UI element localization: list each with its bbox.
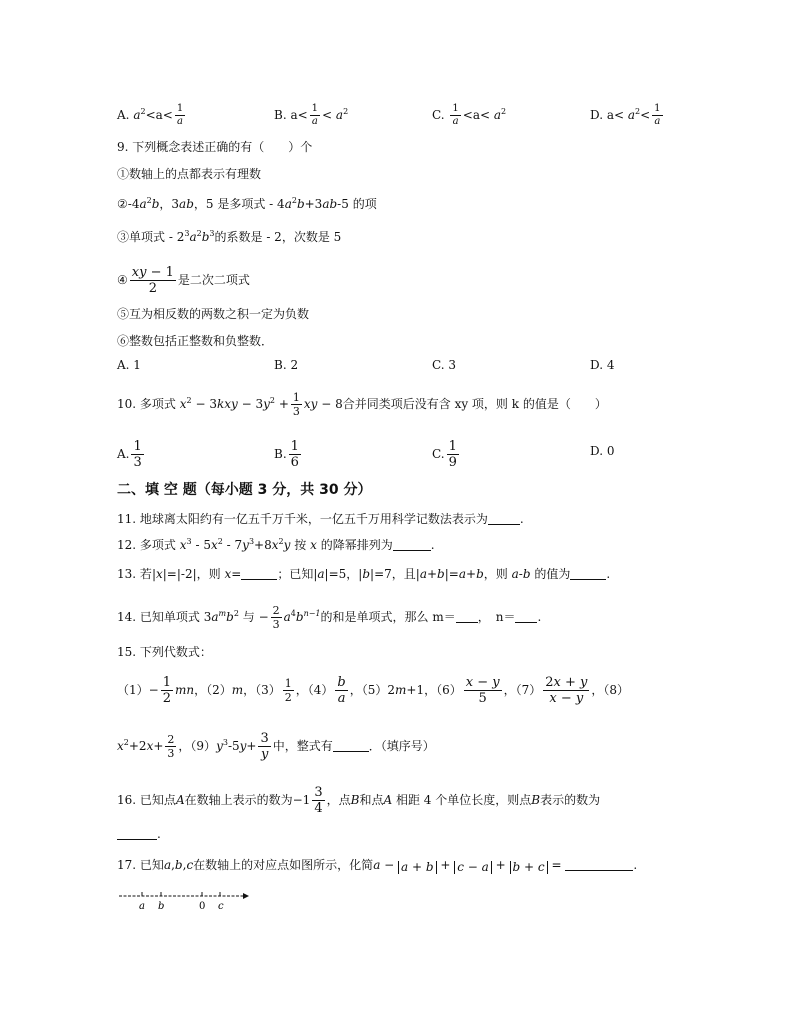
statement-text: ③单项式 xyxy=(117,230,166,244)
q9-option-c: C. 3 xyxy=(432,358,457,372)
question-text: 中，整式有 xyxy=(272,739,333,753)
question-number: 10. xyxy=(117,397,137,411)
answer-blank xyxy=(570,567,606,580)
q9-statement-5: ⑤互为相反数的两数之积一定为负数 xyxy=(117,307,310,321)
q15-expressions-line2: $x^2+2x+$ $\frac{2}{3}$ ，$(9)y^3-5y+$ $\frac{3}{y}$ 中，整式有 ．（填序号） xyxy=(117,731,435,762)
arrow-head-icon xyxy=(243,893,249,899)
question-text: ，则 xyxy=(196,567,221,581)
answer-blank xyxy=(241,567,277,580)
q15-expressions-line1: （1）− $\frac{1}{2}$ mn，（2）m，（3） $\frac{1}{2}$ ，（4） $\frac{b}{a}$ ，（5）2m+1，（6） $\frac{x - y}{5}$ ，（7） $\frac{2x + y}{x - y}$ ，（8） xyxy=(117,675,630,706)
question-end: ．（填序号） xyxy=(368,739,435,753)
question-text: 相距 4 个单位长度，则点 xyxy=(395,793,532,807)
statement-tail: ，次数是 5 xyxy=(281,230,342,244)
question-end: . xyxy=(606,567,611,581)
option-label: C. xyxy=(432,108,445,122)
question-text: 多项式 xyxy=(139,397,176,411)
question-text: ，则 xyxy=(483,567,508,581)
q15-stem: 15. 下列代数式： xyxy=(117,645,212,659)
statement-text: 的系数是 xyxy=(214,230,263,244)
question-text: 在数轴上表示的数为 xyxy=(184,793,293,807)
question-end: . xyxy=(633,858,638,872)
question-number: 17. xyxy=(117,858,137,872)
statement-number: ④ xyxy=(117,273,128,287)
q10-option-a: A. $\frac{1}{3}$ xyxy=(117,439,142,470)
question-text: 的降幂排列为 xyxy=(320,538,393,552)
answer-blank xyxy=(393,538,431,551)
question-end: . xyxy=(430,538,435,552)
statement-text: 是多项式 xyxy=(217,197,266,211)
question-text: ，点 xyxy=(326,793,351,807)
q13: 13. 若|x|=|-2|，则 x= ；已知|a|=5，|b|=7，且|a+b|=a+b，则 a-b 的值为 . xyxy=(117,567,611,581)
q8-option-c: C. $\frac{1}{a}$ $<a< a^2$ xyxy=(432,103,507,127)
coefficient: - 2 xyxy=(266,230,282,244)
statement-tail: 的项 xyxy=(352,197,377,211)
q16-answer-line xyxy=(117,826,161,842)
q9-option-a: A. 1 xyxy=(117,358,141,372)
q10-stem: 10. 多项式 $x^2 - 3kxy - 3y^2$ + $\frac{1}{3}$ xy − 8合并同类项后没有含 xy 项，则 k 的值是（ ） xyxy=(117,391,607,418)
label-b: b xyxy=(158,901,165,912)
statement-tail: 是二次二项式 xyxy=(177,273,250,287)
section-heading: 二、填 空 题（每小题 3 分，共 30 分） xyxy=(117,482,372,498)
q9-statement-6: ⑥整数包括正整数和负整数． xyxy=(117,334,274,348)
question-text: 的值为 xyxy=(534,567,571,581)
label-c: c xyxy=(218,901,224,912)
question-number: 12. xyxy=(117,538,137,552)
question-text: 若 xyxy=(139,567,152,581)
option-label: C. xyxy=(432,447,445,461)
question-text: ， xyxy=(346,567,359,581)
q9-statement-3: ③单项式 - $2^3a^2b^3$的系数是 - 2，次数是 5 xyxy=(117,229,342,244)
option-label: A. xyxy=(117,108,130,122)
question-number: 14. xyxy=(117,610,137,624)
q10-option-c: C. $\frac{1}{9}$ xyxy=(432,439,457,470)
question-text: 11. 地球离太阳约有一亿五千万千米，一亿五千万用科学记数法表示为 xyxy=(117,512,488,526)
q9-statement-4: ④ $\frac{xy - 1}{2}$ 是二次二项式 xyxy=(117,265,250,296)
q10-option-b: B. $\frac{1}{6}$ xyxy=(274,439,299,470)
label-a: a xyxy=(139,901,145,912)
question-number: 16. xyxy=(117,793,137,807)
question-text: 多项式 xyxy=(139,538,176,552)
question-text: 与 xyxy=(242,610,255,624)
question-end: . xyxy=(537,610,542,624)
q14: 14. 已知单项式 $3a^mb^2$ 与 − $\frac{2}{3}$ $a^4b^{n-1}$的和是单项式，那么 m＝ ， n＝ . xyxy=(117,604,542,631)
question-text: 表示的数为 xyxy=(540,793,601,807)
q11 xyxy=(117,511,524,527)
question-text: ， n＝ xyxy=(477,610,516,624)
label-zero: 0 xyxy=(199,901,206,912)
option-label: A. xyxy=(117,447,130,461)
q8-option-d: D. $a< a^2<$ $\frac{1}{a}$ xyxy=(590,103,661,127)
q12: 12. 多项式 $x^3 - 5x^2 - 7y^3+8x^2y$ 按 x 的降幂排列为 . xyxy=(117,537,435,552)
question-text: 和点 xyxy=(359,793,384,807)
q9-statement-1: ①数轴上的点都表示有理数 xyxy=(117,167,262,181)
option-label: D. xyxy=(590,108,604,122)
question-text: ，且 xyxy=(391,567,416,581)
option-label: B. xyxy=(274,108,287,122)
q9-statement-2: $②-4a^2b$，3ab，5 是多项式 - $4a^2b+3ab-5$ 的项 xyxy=(117,196,377,211)
answer-blank xyxy=(515,610,537,623)
answer-blank xyxy=(333,739,369,752)
question-text: 已知单项式 xyxy=(139,610,200,624)
question-text: 在数轴上的对应点如图所示，化简 xyxy=(193,858,374,872)
statement-number: ② xyxy=(117,197,128,211)
option-label: B. xyxy=(274,447,287,461)
q8-option-a: A. $a^2<a<$ $\frac{1}{a}$ xyxy=(117,103,184,127)
q9-option-b: B. 2 xyxy=(274,358,299,372)
q16: 16. 已知点A在数轴上表示的数为−1 $\frac{3}{4}$ ，点B和点A 相距 4 个单位长度，则点B表示的数为 xyxy=(117,785,601,816)
question-end: . xyxy=(519,512,524,526)
question-text: 合并同类项后没有含 xy 项，则 k 的值是（ ） xyxy=(342,397,607,411)
question-text: ；已知 xyxy=(277,567,314,581)
question-text: 按 xyxy=(294,538,307,552)
answer-blank xyxy=(456,610,478,623)
question-text: 已知 xyxy=(139,858,164,872)
answer-blank xyxy=(117,827,157,840)
q17: 17. 已知a,b,c在数轴上的对应点如图所示，化简a − a + b + c − a + b + c = . xyxy=(117,858,638,874)
number-line-diagram xyxy=(117,884,257,912)
question-text: 已知点 xyxy=(139,793,176,807)
answer-blank xyxy=(488,512,520,525)
question-end: . xyxy=(157,827,161,841)
question-number: 13. xyxy=(117,567,137,581)
q9-stem: 9. 下列概念表述正确的有（ ）个 xyxy=(117,140,313,154)
answer-blank xyxy=(565,858,633,871)
question-text: 的和是单项式，那么 m＝ xyxy=(320,610,456,624)
q9-option-d: D. 4 xyxy=(590,358,615,372)
q8-option-b: B. a< $\frac{1}{a}$ < $a^2$ xyxy=(274,103,349,127)
q10-option-d: D. 0 xyxy=(590,444,615,458)
